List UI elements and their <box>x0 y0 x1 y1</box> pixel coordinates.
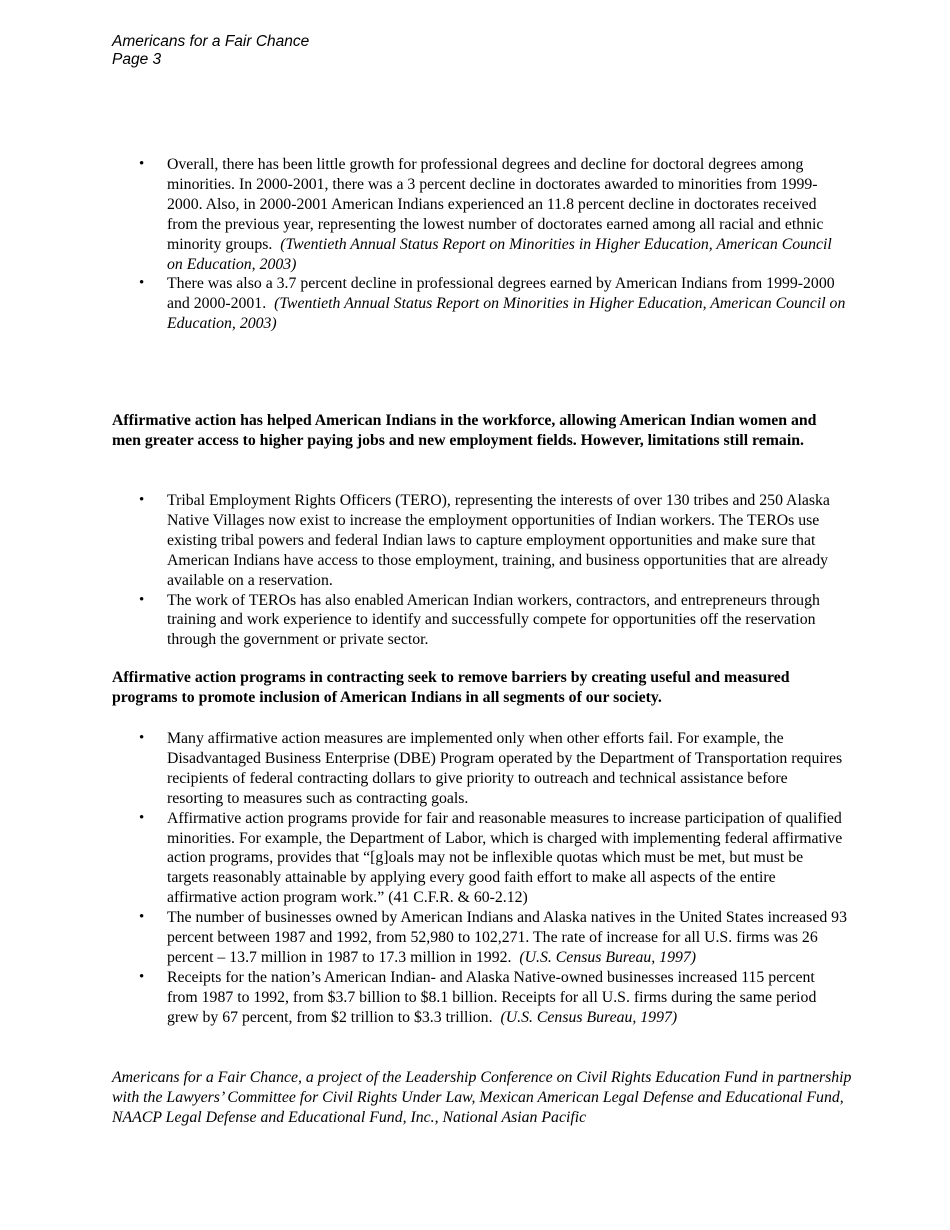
list-item <box>112 729 847 809</box>
bullet-icon: • <box>139 968 145 985</box>
bullet-text: There was also a 3.7 percent decline in professional degrees earned by American Indians from 1999-2000 and 2000-2001. <box>167 275 835 313</box>
list-item <box>112 968 847 1028</box>
list-item <box>112 491 847 591</box>
section1-bullet-list <box>112 155 847 334</box>
header-page-number: Page 3 <box>112 51 162 68</box>
section3-bullet-list <box>112 729 847 1028</box>
bullet-text: Many affirmative action measures are implemented only when other efforts fail. For example, the Disadvantaged Business Enterprise (DBE) Program operated by the Department of Transportation requires recipients of federal contracting dollars to give priority to outreach and technical assistance before resorting to measures such as contracting goals. <box>167 730 843 807</box>
page-footer: Americans for a Fair Chance, a project of the Leadership Conference on Civil Rights Education Fund in partnership with the Lawyers’ Committee for Civil Rights Under Law, Mexican American Legal Defense and Educational Fund, NAACP Legal Defense and Educational Fund, Inc., National Asian Pacific <box>112 1069 852 1126</box>
bullet-citation: (Twentieth Annual Status Report on Minorities in Higher Education, American Council on Education, 2003) <box>167 235 832 273</box>
header-title: Americans for a Fair Chance <box>112 33 310 50</box>
bullet-text: Tribal Employment Rights Officers (TERO), representing the interests of over 130 tribes and 250 Alaska Native Villages now exist to increase the employment opportunities of Indian workers. The TEROs use existing tribal powers and federal Indian laws to capture employment opportunities and make sure that American Indians have access to those employment, training, and business opportunities that are already available on a reservation. <box>167 492 830 589</box>
section3-heading: Affirmative action programs in contracting seek to remove barriers by creating useful and measured programs to promote inclusion of American Indians in all segments of our society. <box>112 669 790 706</box>
bullet-icon: • <box>139 909 145 926</box>
section2-heading: Affirmative action has helped American Indians in the workforce, allowing American Indian women and men greater access to higher paying jobs and new employment fields. However, limitations still remain. <box>112 412 817 449</box>
section1-list-container <box>112 155 847 334</box>
bullet-text: The work of TEROs has also enabled American Indian workers, contractors, and entrepreneurs through training and work experience to identify and successfully compete for opportunities off the reservation through the government or private sector. <box>167 591 820 649</box>
bullet-icon: • <box>139 156 145 172</box>
list-item <box>112 274 847 334</box>
bullet-text: Affirmative action programs provide for fair and reasonable measures to increase participation of qualified minorities. For example, the Department of Labor, which is charged with implementing federal affirmative action programs, provides that “[g]oals may not be inflexible quotas which must be met, but must be targets reasonably attainable by applying every good faith effort to make all aspects of the entire affirmative action program work.” (41 C.F.R. & 60-2.12) <box>167 809 843 907</box>
section2-bullet-list <box>112 491 847 650</box>
list-item <box>112 155 847 274</box>
page-header <box>112 33 309 69</box>
section3-list-container <box>112 729 847 1028</box>
bullet-icon: • <box>139 591 145 608</box>
bullet-text: The number of businesses owned by American Indians and Alaska natives in the United States increased 93 percent between 1987 and 1992, from 52,980 to 102,271. The rate of increase for all U.S. firms was 26 percent – 13.7 million in 1987 to 17.3 million in 1992. <box>167 909 847 966</box>
bullet-text: Overall, there has been little growth for professional degrees and decline for doctoral degrees among minorities. In 2000-2001, there was a 3 percent decline in doctorates awarded to minorities from 1999-2000. Also, in 2000-2001 American Indians experienced an 11.8 percent decline in doctorates received from the previous year, representing the lowest number of doctorates earned among all racial and ethnic minority groups. <box>167 156 824 253</box>
bullet-text: Receipts for the nation’s American Indian- and Alaska Native-owned businesses increased 115 percent from 1987 to 1992, from $3.7 billion to $8.1 billion. Receipts for all U.S. firms during the same period grew by 67 percent, from $2 trillion to $3.3 trillion. <box>167 968 817 1026</box>
list-item <box>112 809 847 909</box>
bullet-citation: (U.S. Census Bureau, 1997) <box>519 948 697 966</box>
bullet-citation: (Twentieth Annual Status Report on Minorities in Higher Education, American Council on Education, 2003) <box>167 295 846 333</box>
bullet-citation: (U.S. Census Bureau, 1997) <box>500 1008 678 1026</box>
bullet-icon: • <box>139 275 145 292</box>
bullet-icon: • <box>139 809 145 826</box>
section2-list-container <box>112 491 847 650</box>
list-item <box>112 908 847 968</box>
bullet-icon: • <box>139 730 145 746</box>
bullet-icon: • <box>139 492 145 508</box>
list-item <box>112 591 847 651</box>
